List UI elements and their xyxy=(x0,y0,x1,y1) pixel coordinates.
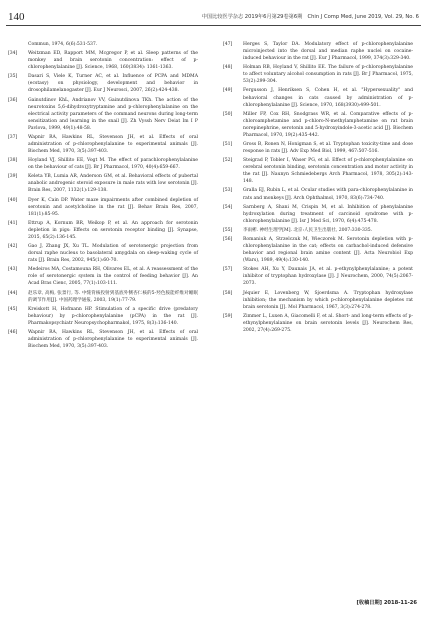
reference-entry xyxy=(223,41,413,62)
reference-text: Dyer K, Cain DP. Water maze impairments after combined depletion of serotonin and acetylcholine in the rat [J]. Behav Brain Res, 2007, 181(1):85-95. xyxy=(28,197,198,217)
reference-entry xyxy=(223,266,413,287)
reference-text: Stokes AH, Xu Y, Daunais JA, et al. p-ethynylphenylalanine; a potent inhibitor of tryptophan hydroxylase [J]. J Neurochem, 2000, 74(5):2067-2073. xyxy=(243,267,413,287)
reference-entry xyxy=(8,243,198,264)
journal-running-title: 中国比较医学杂志 2019年6月第29卷第6期 Chin J Comp Med, June 2019, Vol. 29, No. 6 xyxy=(201,14,419,20)
reference-column-right xyxy=(223,41,413,336)
reference-number: [45] xyxy=(8,306,18,312)
reference-number: [52] xyxy=(223,158,233,164)
reference-entry xyxy=(8,157,198,171)
reference-column-left xyxy=(8,41,198,352)
reference-entry xyxy=(8,173,198,194)
reference-number: [37] xyxy=(8,134,18,140)
reference-number: [39] xyxy=(8,174,18,180)
reference-entry xyxy=(223,187,413,201)
reference-number: [54] xyxy=(223,204,233,210)
reference-number: [42] xyxy=(8,244,18,250)
reference-number: [44] xyxy=(8,290,18,296)
reference-text: Holman RB, Hoyland V, Shillito EE. The failure of p-chlorophenylalanine to affect voluntary alcohol consumption in rats [J]. Br J Pharmacol, 1975, 53(2):299-304. xyxy=(243,65,413,85)
reference-text: Miller FP, Cox RH, Snodgrass WR, et al. Comparative effects of p-chloroamphetamine and p-chloro-N-methylamphetamine on rat brain norepinephrine, serotonin and 5-hydroxyindole-3-acetic acid [J]. Biochem Pharmacol, 1970, 19(2):435-442. xyxy=(243,111,413,138)
reference-text: Commun, 1974, 6(6):531-537. xyxy=(28,42,98,47)
reference-text: Gross B, Ronen N, Honigman S, et al. Tryptophan toxicity-time and dose response in rats [J]. Adv Exp Med Biol, 1999, 467:507-516. xyxy=(243,141,413,155)
reference-text: 李雨彬. 神经生理学[M]. 北京:人民卫生出版社, 2007:330-335. xyxy=(243,227,373,233)
reference-text: Steigrad P, Tobler I, Waser PG, et al. Effect of p-chlorophenylalanine on cerebral serotonin binding, serotonin concentration and motor activity in the rat [J]. Naunyn Schmiedebergs Arch Pharmacol, 1978, 305(2):143-148. xyxy=(243,158,413,185)
reference-number: [34] xyxy=(8,51,18,57)
reference-text: Kreiskott H, Hofmann HP. Stimulation of a specific drive (predatory behaviour) by p-chlorophenylalanine (pCPA) in the rat [J]. Pharmakopsychiatr Neuropsychopharmakol, 1975, 8(3):136-140. xyxy=(28,306,198,326)
reference-text: Romaniuk A, Strzelczuk M, Wieczorek M. Serotonin depletion with p-chlorophenylalanine in the cat; effects on carbachol-induced defensive behavior and regional brain amine content [J]. Acta Neurobiol Exp (Wars), 1989, 49(4):130-140. xyxy=(243,237,413,264)
reference-number: [55] xyxy=(223,227,233,233)
reference-text: Keleta YB, Lumia AR, Anderson GM, et al. Behavioral effects of pubertal anabolic androgenic steroid exposure in male rats with low serotonin [J]. Brain Res, 2007, 1132(1):129-138. xyxy=(28,174,198,194)
reference-text: Ettrup A, Kornum BR, Weikop P, et al. An approach for serotonin depletion in pigs: Effects on serotonin receptor binding [J]. Synapse, 2015, 65(2):136-145. xyxy=(28,220,198,240)
reference-entry xyxy=(8,329,198,350)
reference-text: Dasari S, Viele K, Turner AC, et al. Influence of PCPA and MDMA (ecstasy) on physiology, development and behavior in drosophilamelanogaster [J]. Eur J Neurosci, 2007, 26(2):424-438. xyxy=(28,74,198,94)
reference-text: 赵乐章, 高梅, 张景行, 等. 中缝背核投射到基底外侧杏仁核的5-羟色胺能纤维对睡眠的调节作用[J]. 中国药理学通报, 2003, 19(1):77-79. xyxy=(28,290,198,303)
reference-number: [57] xyxy=(223,267,233,273)
reference-number: [41] xyxy=(8,220,18,226)
reference-entry xyxy=(223,111,413,139)
reference-number: [56] xyxy=(223,237,233,243)
reference-number: [50] xyxy=(223,111,233,117)
reference-number: [35] xyxy=(8,74,18,80)
reference-entry xyxy=(223,313,413,334)
reference-number: [38] xyxy=(8,158,18,164)
reference-text: Jéquier E, Lovenberg W, Sjoerdsma A. Tryptophan hydroxylase inhibition; the mechanism by which p-chlorophenylalanine depletes rat brain serotonin [J]. Mol Pharmacol, 1967, 3(3):274-278. xyxy=(243,290,413,310)
reference-entry xyxy=(8,220,198,241)
reference-entry xyxy=(8,290,198,304)
reference-entry xyxy=(8,197,198,218)
reference-entry xyxy=(223,236,413,264)
page-header xyxy=(6,13,421,26)
reference-number: [46] xyxy=(8,329,18,335)
reference-text: Gainutdinov KhL, Andrianov VV, Gainutdinova TKh. The action of the neurotoxins 5,6-dihydroxytryptamine and p-chlorophenylalanine on the electrical activity parameters of the command neurons during long-term sensitization and learning in the snail [J]. Zh Vyssh Nerv Deiat Im I P Pavlova, 1999, 49(1):48-58. xyxy=(28,97,198,131)
reference-number: [47] xyxy=(223,42,233,47)
reference-number: [43] xyxy=(8,267,18,273)
reference-entry xyxy=(223,290,413,311)
reference-entry xyxy=(223,141,413,155)
reference-entry xyxy=(8,266,198,287)
reference-entry xyxy=(223,227,413,234)
reference-text: Hoyland VJ, Shillito EE, Vogt M. The effect of parachlorophenylalanine on the behaviour of cats [J]. Br J Pharmacol, 1970, 40(4):659-667. xyxy=(28,158,198,171)
page-number: 140 xyxy=(8,11,25,23)
reference-number: [48] xyxy=(223,65,233,71)
reference-entry xyxy=(8,97,198,132)
reference-entry xyxy=(8,134,198,155)
reference-text: Weitzman ED, Rapport MM, Mcgregor P, et al. Sleep patterns of the monkey and brain serotonin concentration: effect of p-chlorophenylalanine [J]. Science, 1968, 160(3834): 1361-1363. xyxy=(28,51,198,71)
reference-text: Fergusson J, Henriksen S, Cohen H, et al. "Hypersexuality" and behavioral changes in cats caused by administration of p-chlorophenylalanine [J]. Science, 1970, 168(3930):499-501. xyxy=(243,88,413,108)
reference-text: Gao J, Zhang JX, Xu TL. Modulation of serotonergic projection from dorsal raphe nucleus to basolateral amygdala on sleep-waking cycle of rats [J]. Brain Res, 2002, 945(1):60-70. xyxy=(28,244,198,264)
reference-number: [49] xyxy=(223,88,233,94)
reference-text: Wapnir RA, Hawkins RL, Stevenson JH, et al. Effects of oral administration of p-chlorophenylalanine to experimental animals [J]. Biochem Med, 1970, 3(5):397-403. xyxy=(28,329,198,350)
reference-entry xyxy=(8,41,198,48)
received-date: [收稿日期] 2018-11-26 xyxy=(356,600,417,606)
reference-number: [58] xyxy=(223,290,233,296)
reference-entry xyxy=(8,50,198,71)
reference-number: [51] xyxy=(223,141,233,147)
reference-text: Medeiros MA, Costamouna RH, Olivares EL, et al. A reassessment of the role of serotonergic system in the control of feeding behavior [J]. An Acad Bras Cienc, 2005, 77(1):103-111. xyxy=(28,267,198,287)
reference-entry xyxy=(223,87,413,108)
reference-number: [40] xyxy=(8,197,18,203)
reference-number: [36] xyxy=(8,97,18,103)
reference-text: Zimmer L, Luxen A, Giacomelli F, et al. Short- and long-term effects of p-ethynylphenylalanine on brain serotonin levels [J]. Neurochem Res, 2002, 27(4):269-275. xyxy=(243,313,413,333)
reference-text: Sarnberg A, Shani M, Crispin M, et al. Inhibition of phenylalanine hydroxylation during treatment of carcinoid syndrome with p-chlorophenylalanine [J]. Isr J Med Sci, 1970, 6(4):475-478. xyxy=(243,204,413,224)
reference-number: [53] xyxy=(223,188,233,194)
reference-entry xyxy=(8,306,198,327)
reference-text: Wapnir RA, Hawkins RL, Stevenson JH, et al. Effects of oral administration of p-chlorophenylalanine to experimental animals [J]. Biochem Med, 1970, 3(5):397-403. xyxy=(28,134,198,155)
reference-entry xyxy=(223,204,413,225)
reference-entry xyxy=(223,157,413,185)
reference-number: [59] xyxy=(223,313,233,319)
reference-entry xyxy=(223,64,413,85)
reference-text: Herges S, Taylor DA. Modulatory effect of p-chlorophenylalanine microinjected into the dorsal and median raphe nuclei on cocaine-induced behaviour in the rat [J]. Eur J Pharmacol, 1999, 374(3):329-340. xyxy=(243,42,413,62)
reference-text: Gralla EJ, Rubin L, et al. Ocular studies with para-chlorophenylalanine in rats and monkeys [J]. Arch Ophthalmol, 1970, 83(6):734-740. xyxy=(243,188,413,201)
reference-entry xyxy=(8,73,198,94)
